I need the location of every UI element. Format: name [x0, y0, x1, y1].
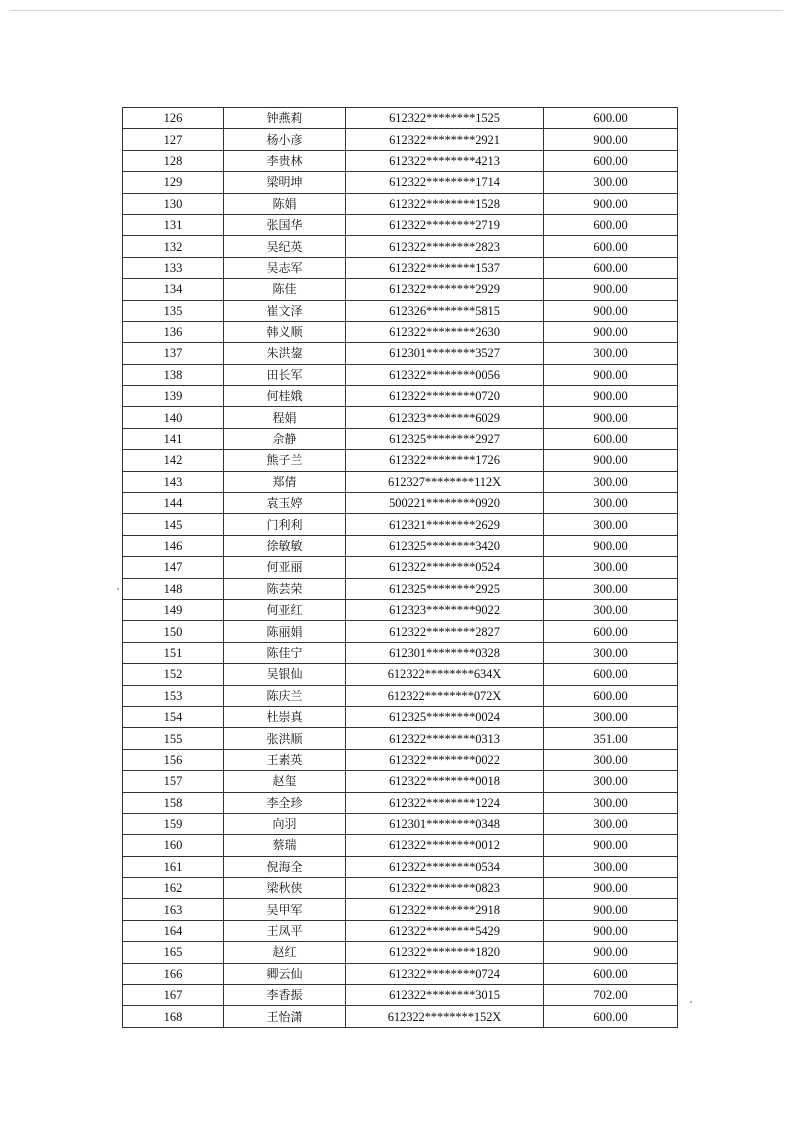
cell-number: 162 — [123, 878, 224, 899]
payment-table-container — [122, 107, 677, 1028]
cell-amount: 900.00 — [544, 321, 678, 342]
cell-amount: 300.00 — [544, 813, 678, 834]
table-row — [123, 108, 678, 129]
cell-amount: 600.00 — [544, 150, 678, 171]
cell-amount: 300.00 — [544, 792, 678, 813]
cell-number: 160 — [123, 835, 224, 856]
table-row — [123, 621, 678, 642]
cell-name: 何亚红 — [224, 599, 346, 620]
cell-id-number: 612325********2925 — [346, 578, 544, 599]
cell-number: 147 — [123, 557, 224, 578]
cell-number: 163 — [123, 899, 224, 920]
cell-amount: 900.00 — [544, 920, 678, 941]
cell-number: 141 — [123, 428, 224, 449]
cell-name: 王怡潇 — [224, 1006, 346, 1027]
cell-id-number: 612323********6029 — [346, 407, 544, 428]
cell-amount: 300.00 — [544, 578, 678, 599]
table-row — [123, 300, 678, 321]
cell-name: 李全珍 — [224, 792, 346, 813]
table-row — [123, 578, 678, 599]
scan-speck — [117, 588, 119, 590]
cell-amount: 300.00 — [544, 172, 678, 193]
cell-id-number: 612322********0056 — [346, 364, 544, 385]
table-row — [123, 279, 678, 300]
cell-name: 蔡瑞 — [224, 835, 346, 856]
cell-name: 朱洪鋆 — [224, 343, 346, 364]
cell-id-number: 612322********1537 — [346, 257, 544, 278]
cell-number: 132 — [123, 236, 224, 257]
cell-name: 向羽 — [224, 813, 346, 834]
cell-name: 王凤平 — [224, 920, 346, 941]
cell-number: 164 — [123, 920, 224, 941]
cell-id-number: 612322********1528 — [346, 193, 544, 214]
cell-number: 148 — [123, 578, 224, 599]
cell-id-number: 612322********072X — [346, 685, 544, 706]
table-row — [123, 813, 678, 834]
cell-amount: 300.00 — [544, 557, 678, 578]
cell-name: 倪海全 — [224, 856, 346, 877]
table-row — [123, 942, 678, 963]
cell-number: 136 — [123, 321, 224, 342]
cell-id-number: 612325********3420 — [346, 535, 544, 556]
cell-name: 熊子兰 — [224, 450, 346, 471]
cell-amount: 351.00 — [544, 728, 678, 749]
cell-number: 151 — [123, 642, 224, 663]
cell-id-number: 612322********2827 — [346, 621, 544, 642]
cell-amount: 300.00 — [544, 771, 678, 792]
table-row — [123, 150, 678, 171]
cell-name: 门利利 — [224, 514, 346, 535]
cell-name: 李贵林 — [224, 150, 346, 171]
cell-number: 126 — [123, 108, 224, 129]
cell-id-number: 612325********0024 — [346, 706, 544, 727]
table-row — [123, 728, 678, 749]
table-row — [123, 535, 678, 556]
cell-name: 田长军 — [224, 364, 346, 385]
cell-number: 155 — [123, 728, 224, 749]
cell-id-number: 612322********5429 — [346, 920, 544, 941]
cell-amount: 600.00 — [544, 214, 678, 235]
table-row — [123, 450, 678, 471]
cell-name: 卿云仙 — [224, 963, 346, 984]
cell-amount: 600.00 — [544, 685, 678, 706]
cell-amount: 900.00 — [544, 407, 678, 428]
cell-id-number: 612322********3015 — [346, 985, 544, 1006]
cell-id-number: 612322********152X — [346, 1006, 544, 1027]
cell-number: 156 — [123, 749, 224, 770]
cell-number: 143 — [123, 471, 224, 492]
cell-number: 138 — [123, 364, 224, 385]
table-row — [123, 172, 678, 193]
cell-name: 徐敏敏 — [224, 535, 346, 556]
cell-number: 130 — [123, 193, 224, 214]
cell-name: 陈娟 — [224, 193, 346, 214]
cell-name: 陈庆兰 — [224, 685, 346, 706]
scan-top-edge — [10, 10, 783, 11]
cell-amount: 900.00 — [544, 878, 678, 899]
table-row — [123, 321, 678, 342]
cell-name: 赵玺 — [224, 771, 346, 792]
cell-name: 赵红 — [224, 942, 346, 963]
cell-number: 134 — [123, 279, 224, 300]
table-row — [123, 856, 678, 877]
table-row — [123, 129, 678, 150]
cell-id-number: 612321********2629 — [346, 514, 544, 535]
cell-amount: 300.00 — [544, 343, 678, 364]
cell-id-number: 612301********0328 — [346, 642, 544, 663]
cell-amount: 300.00 — [544, 749, 678, 770]
cell-name: 崔文泽 — [224, 300, 346, 321]
table-row — [123, 771, 678, 792]
cell-id-number: 612323********9022 — [346, 599, 544, 620]
cell-number: 146 — [123, 535, 224, 556]
table-row — [123, 343, 678, 364]
cell-amount: 600.00 — [544, 664, 678, 685]
cell-number: 127 — [123, 129, 224, 150]
cell-amount: 300.00 — [544, 856, 678, 877]
table-row — [123, 471, 678, 492]
cell-id-number: 500221********0920 — [346, 493, 544, 514]
cell-id-number: 612325********2927 — [346, 428, 544, 449]
cell-id-number: 612322********634X — [346, 664, 544, 685]
cell-name: 程娟 — [224, 407, 346, 428]
cell-number: 133 — [123, 257, 224, 278]
table-row — [123, 599, 678, 620]
cell-name: 何亚丽 — [224, 557, 346, 578]
table-row — [123, 685, 678, 706]
cell-id-number: 612322********0018 — [346, 771, 544, 792]
cell-amount: 900.00 — [544, 129, 678, 150]
cell-number: 165 — [123, 942, 224, 963]
cell-number: 168 — [123, 1006, 224, 1027]
cell-number: 129 — [123, 172, 224, 193]
table-row — [123, 407, 678, 428]
table-row — [123, 963, 678, 984]
table-row — [123, 428, 678, 449]
cell-name: 郑倩 — [224, 471, 346, 492]
cell-number: 159 — [123, 813, 224, 834]
cell-number: 154 — [123, 706, 224, 727]
cell-amount: 900.00 — [544, 193, 678, 214]
cell-amount: 900.00 — [544, 300, 678, 321]
cell-number: 137 — [123, 343, 224, 364]
cell-id-number: 612322********2719 — [346, 214, 544, 235]
cell-id-number: 612322********0313 — [346, 728, 544, 749]
table-row — [123, 493, 678, 514]
table-row — [123, 364, 678, 385]
cell-amount: 900.00 — [544, 364, 678, 385]
cell-name: 陈佳 — [224, 279, 346, 300]
cell-id-number: 612322********0524 — [346, 557, 544, 578]
cell-name: 王素英 — [224, 749, 346, 770]
cell-name: 陈丽娟 — [224, 621, 346, 642]
cell-number: 158 — [123, 792, 224, 813]
cell-id-number: 612322********2823 — [346, 236, 544, 257]
table-row — [123, 386, 678, 407]
table-row — [123, 257, 678, 278]
cell-name: 袁玉婷 — [224, 493, 346, 514]
cell-name: 钟燕莉 — [224, 108, 346, 129]
cell-number: 166 — [123, 963, 224, 984]
cell-amount: 900.00 — [544, 450, 678, 471]
cell-amount: 600.00 — [544, 257, 678, 278]
cell-name: 陈芸荣 — [224, 578, 346, 599]
cell-amount: 300.00 — [544, 599, 678, 620]
cell-id-number: 612322********1525 — [346, 108, 544, 129]
cell-id-number: 612322********1714 — [346, 172, 544, 193]
cell-id-number: 612322********0022 — [346, 749, 544, 770]
table-row — [123, 664, 678, 685]
cell-number: 139 — [123, 386, 224, 407]
cell-amount: 900.00 — [544, 386, 678, 407]
cell-name: 梁明坤 — [224, 172, 346, 193]
cell-number: 152 — [123, 664, 224, 685]
cell-number: 153 — [123, 685, 224, 706]
table-row — [123, 236, 678, 257]
cell-name: 陈佳宁 — [224, 642, 346, 663]
cell-name: 佘静 — [224, 428, 346, 449]
cell-name: 杜崇真 — [224, 706, 346, 727]
cell-id-number: 612322********0720 — [346, 386, 544, 407]
cell-name: 韩义顺 — [224, 321, 346, 342]
cell-number: 167 — [123, 985, 224, 1006]
table-row — [123, 792, 678, 813]
cell-number: 142 — [123, 450, 224, 471]
cell-number: 149 — [123, 599, 224, 620]
cell-name: 吴银仙 — [224, 664, 346, 685]
cell-id-number: 612322********2918 — [346, 899, 544, 920]
table-row — [123, 920, 678, 941]
cell-name: 李香振 — [224, 985, 346, 1006]
table-row — [123, 514, 678, 535]
cell-amount: 600.00 — [544, 1006, 678, 1027]
cell-number: 145 — [123, 514, 224, 535]
cell-number: 131 — [123, 214, 224, 235]
table-row — [123, 642, 678, 663]
cell-id-number: 612322********4213 — [346, 150, 544, 171]
cell-amount: 300.00 — [544, 493, 678, 514]
cell-name: 梁秋侠 — [224, 878, 346, 899]
cell-name: 张国华 — [224, 214, 346, 235]
cell-number: 140 — [123, 407, 224, 428]
table-row — [123, 557, 678, 578]
table-row — [123, 193, 678, 214]
cell-number: 135 — [123, 300, 224, 321]
cell-id-number: 612322********0823 — [346, 878, 544, 899]
cell-id-number: 612322********0724 — [346, 963, 544, 984]
table-row — [123, 835, 678, 856]
cell-number: 161 — [123, 856, 224, 877]
cell-id-number: 612322********2929 — [346, 279, 544, 300]
cell-amount: 300.00 — [544, 706, 678, 727]
cell-id-number: 612301********3527 — [346, 343, 544, 364]
table-body — [123, 108, 678, 1028]
cell-number: 150 — [123, 621, 224, 642]
cell-id-number: 612301********0348 — [346, 813, 544, 834]
cell-id-number: 612326********5815 — [346, 300, 544, 321]
cell-id-number: 612322********1726 — [346, 450, 544, 471]
cell-amount: 900.00 — [544, 279, 678, 300]
scan-speck — [690, 1001, 692, 1003]
table-row — [123, 706, 678, 727]
cell-amount: 600.00 — [544, 236, 678, 257]
table-row — [123, 878, 678, 899]
cell-id-number: 612322********2630 — [346, 321, 544, 342]
table-row — [123, 214, 678, 235]
cell-amount: 600.00 — [544, 621, 678, 642]
table-row — [123, 899, 678, 920]
cell-number: 144 — [123, 493, 224, 514]
payment-table — [122, 107, 678, 1028]
cell-name: 何桂娥 — [224, 386, 346, 407]
cell-name: 吴纪英 — [224, 236, 346, 257]
cell-id-number: 612322********0012 — [346, 835, 544, 856]
cell-name: 吴甲军 — [224, 899, 346, 920]
table-row — [123, 749, 678, 770]
cell-id-number: 612322********1820 — [346, 942, 544, 963]
table-row — [123, 985, 678, 1006]
cell-id-number: 612327********112X — [346, 471, 544, 492]
cell-amount: 900.00 — [544, 899, 678, 920]
cell-number: 157 — [123, 771, 224, 792]
cell-amount: 600.00 — [544, 108, 678, 129]
cell-id-number: 612322********0534 — [346, 856, 544, 877]
cell-amount: 300.00 — [544, 471, 678, 492]
cell-name: 吴志军 — [224, 257, 346, 278]
cell-number: 128 — [123, 150, 224, 171]
cell-amount: 600.00 — [544, 963, 678, 984]
cell-amount: 300.00 — [544, 514, 678, 535]
cell-amount: 600.00 — [544, 428, 678, 449]
table-row — [123, 1006, 678, 1027]
cell-amount: 300.00 — [544, 642, 678, 663]
cell-name: 张洪顺 — [224, 728, 346, 749]
cell-id-number: 612322********1224 — [346, 792, 544, 813]
cell-name: 杨小彦 — [224, 129, 346, 150]
cell-id-number: 612322********2921 — [346, 129, 544, 150]
cell-amount: 900.00 — [544, 535, 678, 556]
cell-amount: 900.00 — [544, 835, 678, 856]
cell-amount: 900.00 — [544, 942, 678, 963]
cell-amount: 702.00 — [544, 985, 678, 1006]
